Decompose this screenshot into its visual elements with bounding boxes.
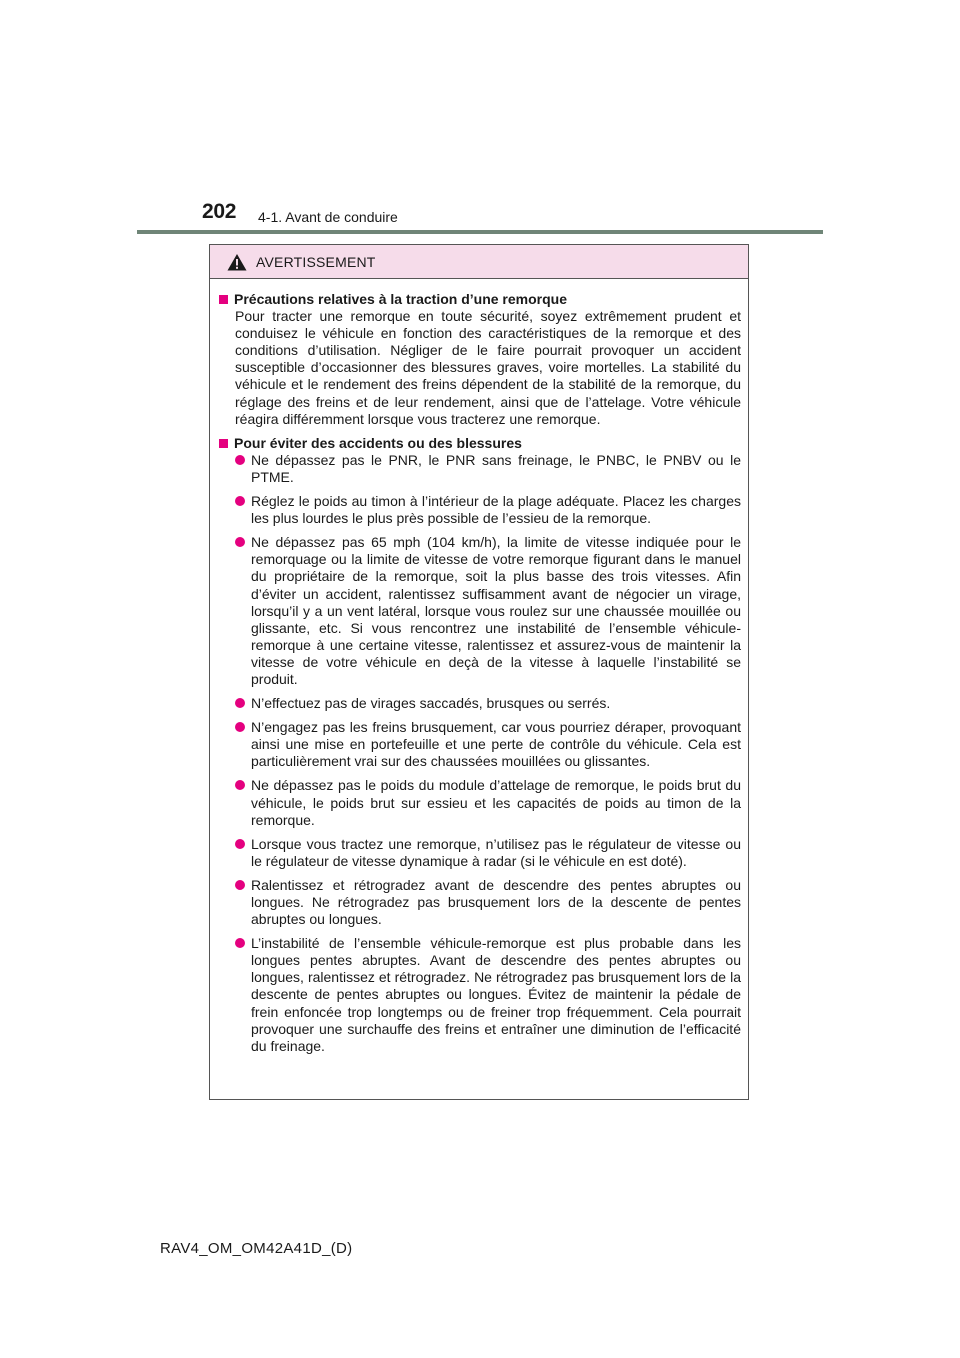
section-paragraph: Pour tracter une remorque en toute sécurité, soyez extrêmement prudent et conduisez le véhicule en fonction des caractéristiques de la remorque et des conditions d’utilisation. Négliger de le faire pourrait provoquer un accident susceptible d’occasionner des blessures graves, voire mortelles. La stabilité du véhicule et le rendement des freins dépendent de la stabilité de la remorque, du réglage des freins et de leur rendement, ainsi que de l’attelage. Votre véhicule réagira différemment lorsque vous tracterez une remorque. [235,308,741,427]
list-item-text: Lorsque vous tractez une remorque, n’utilisez pas le régulateur de vitesse ou le régulateur de vitesse dynamique à radar (si le véhicule en est doté). [251,835,741,869]
list-item [219,777,741,828]
warning-header [210,245,748,279]
list-item-text: N’effectuez pas de virages saccadés, brusques ou serrés. [251,695,611,712]
list-item-text: N’engagez pas les freins brusquement, car vous pourriez déraper, provoquant ainsi une mise en portefeuille et une perte de contrôle du véhicule. Cela est particulièrement vrai sur des chaussées mouillées ou glissantes. [251,719,741,770]
list-item-text: Ne dépassez pas 65 mph (104 km/h), la limite de vitesse indiquée pour le remorquage ou la limite de vitesse de votre remorque figurant dans le manuel du propriétaire de la remorque, soit la plus basse des trois vitesses. Afin d’éviter un accident, ralentissez suffisamment avant de négocier un virage, lorsqu’il y a un vent latéral, lorsque vous roulez sur une chaussée mouillée ou glissante, etc. Si vous rencontrez une instabilité de l’ensemble véhicule-remorque à une certaine vitesse, ralentissez et assurez-vous de maintenir la vitesse de votre véhicule en deçà de la vitesse à laquelle l’instabilité se produit. [251,534,741,687]
list-item-text: L’instabilité de l’ensemble véhicule-remorque est plus probable dans les longues pentes abruptes. Avant de descendre des pentes abruptes ou longues, ralentissez et rétrogradez. Ne rétrogradez pas brusquement lors de la descente de pentes abruptes ou longues. Évitez de maintenir la pédale de frein enfoncée trop longtemps ou de freiner trop fréquemment. Cela pourrait provoquer une surchauffe des freins et entraîner une diminution de l’efficacité du freinage. [251,935,741,1054]
circle-bullet-icon [235,537,245,547]
section-heading-text: Précautions relatives à la traction d’une remorque [234,291,567,307]
document-code: RAV4_OM_OM42A41D_(D) [160,1240,353,1257]
list-item-text: Ne dépassez pas le PNR, le PNR sans freinage, le PNBC, le PNBV ou le PTME. [251,451,741,485]
warning-box [209,244,749,1100]
list-item [219,493,741,527]
list-item [219,695,741,712]
circle-bullet-icon [235,839,245,849]
section-heading [219,435,741,452]
section-heading [219,291,741,308]
square-bullet-icon [219,439,228,448]
warning-triangle-icon [227,253,247,271]
list-item-text: Ne dépassez pas le poids du module d’attelage de remorque, le poids brut du véhicule, le poids brut sur essieu et les capacités de poids au timon de la remorque. [251,777,741,828]
circle-bullet-icon [235,496,245,506]
warning-body [210,279,748,1055]
list-item [219,877,741,928]
circle-bullet-icon [235,780,245,790]
list-item [219,534,741,688]
list-item [219,452,741,486]
section-title: 4-1. Avant de conduire [258,209,398,225]
square-bullet-icon [219,295,228,304]
header-rule [137,230,823,234]
circle-bullet-icon [235,698,245,708]
page-number: 202 [202,200,237,223]
list-item-text: Réglez le poids au timon à l’intérieur de la plage adéquate. Placez les charges les plus lourdes le plus près possible de l’essieu de la remorque. [251,493,741,527]
list-item [219,836,741,870]
circle-bullet-icon [235,880,245,890]
list-item [219,719,741,770]
circle-bullet-icon [235,722,245,732]
circle-bullet-icon [235,455,245,465]
section-heading-text: Pour éviter des accidents ou des blessures [234,434,522,451]
list-item-text: Ralentissez et rétrogradez avant de descendre des pentes abruptes ou longues. Ne rétrogradez pas brusquement lors de la descente de pentes abruptes ou longues. [251,876,741,928]
warning-title: AVERTISSEMENT [256,253,376,270]
circle-bullet-icon [235,938,245,948]
list-item [219,935,741,1055]
